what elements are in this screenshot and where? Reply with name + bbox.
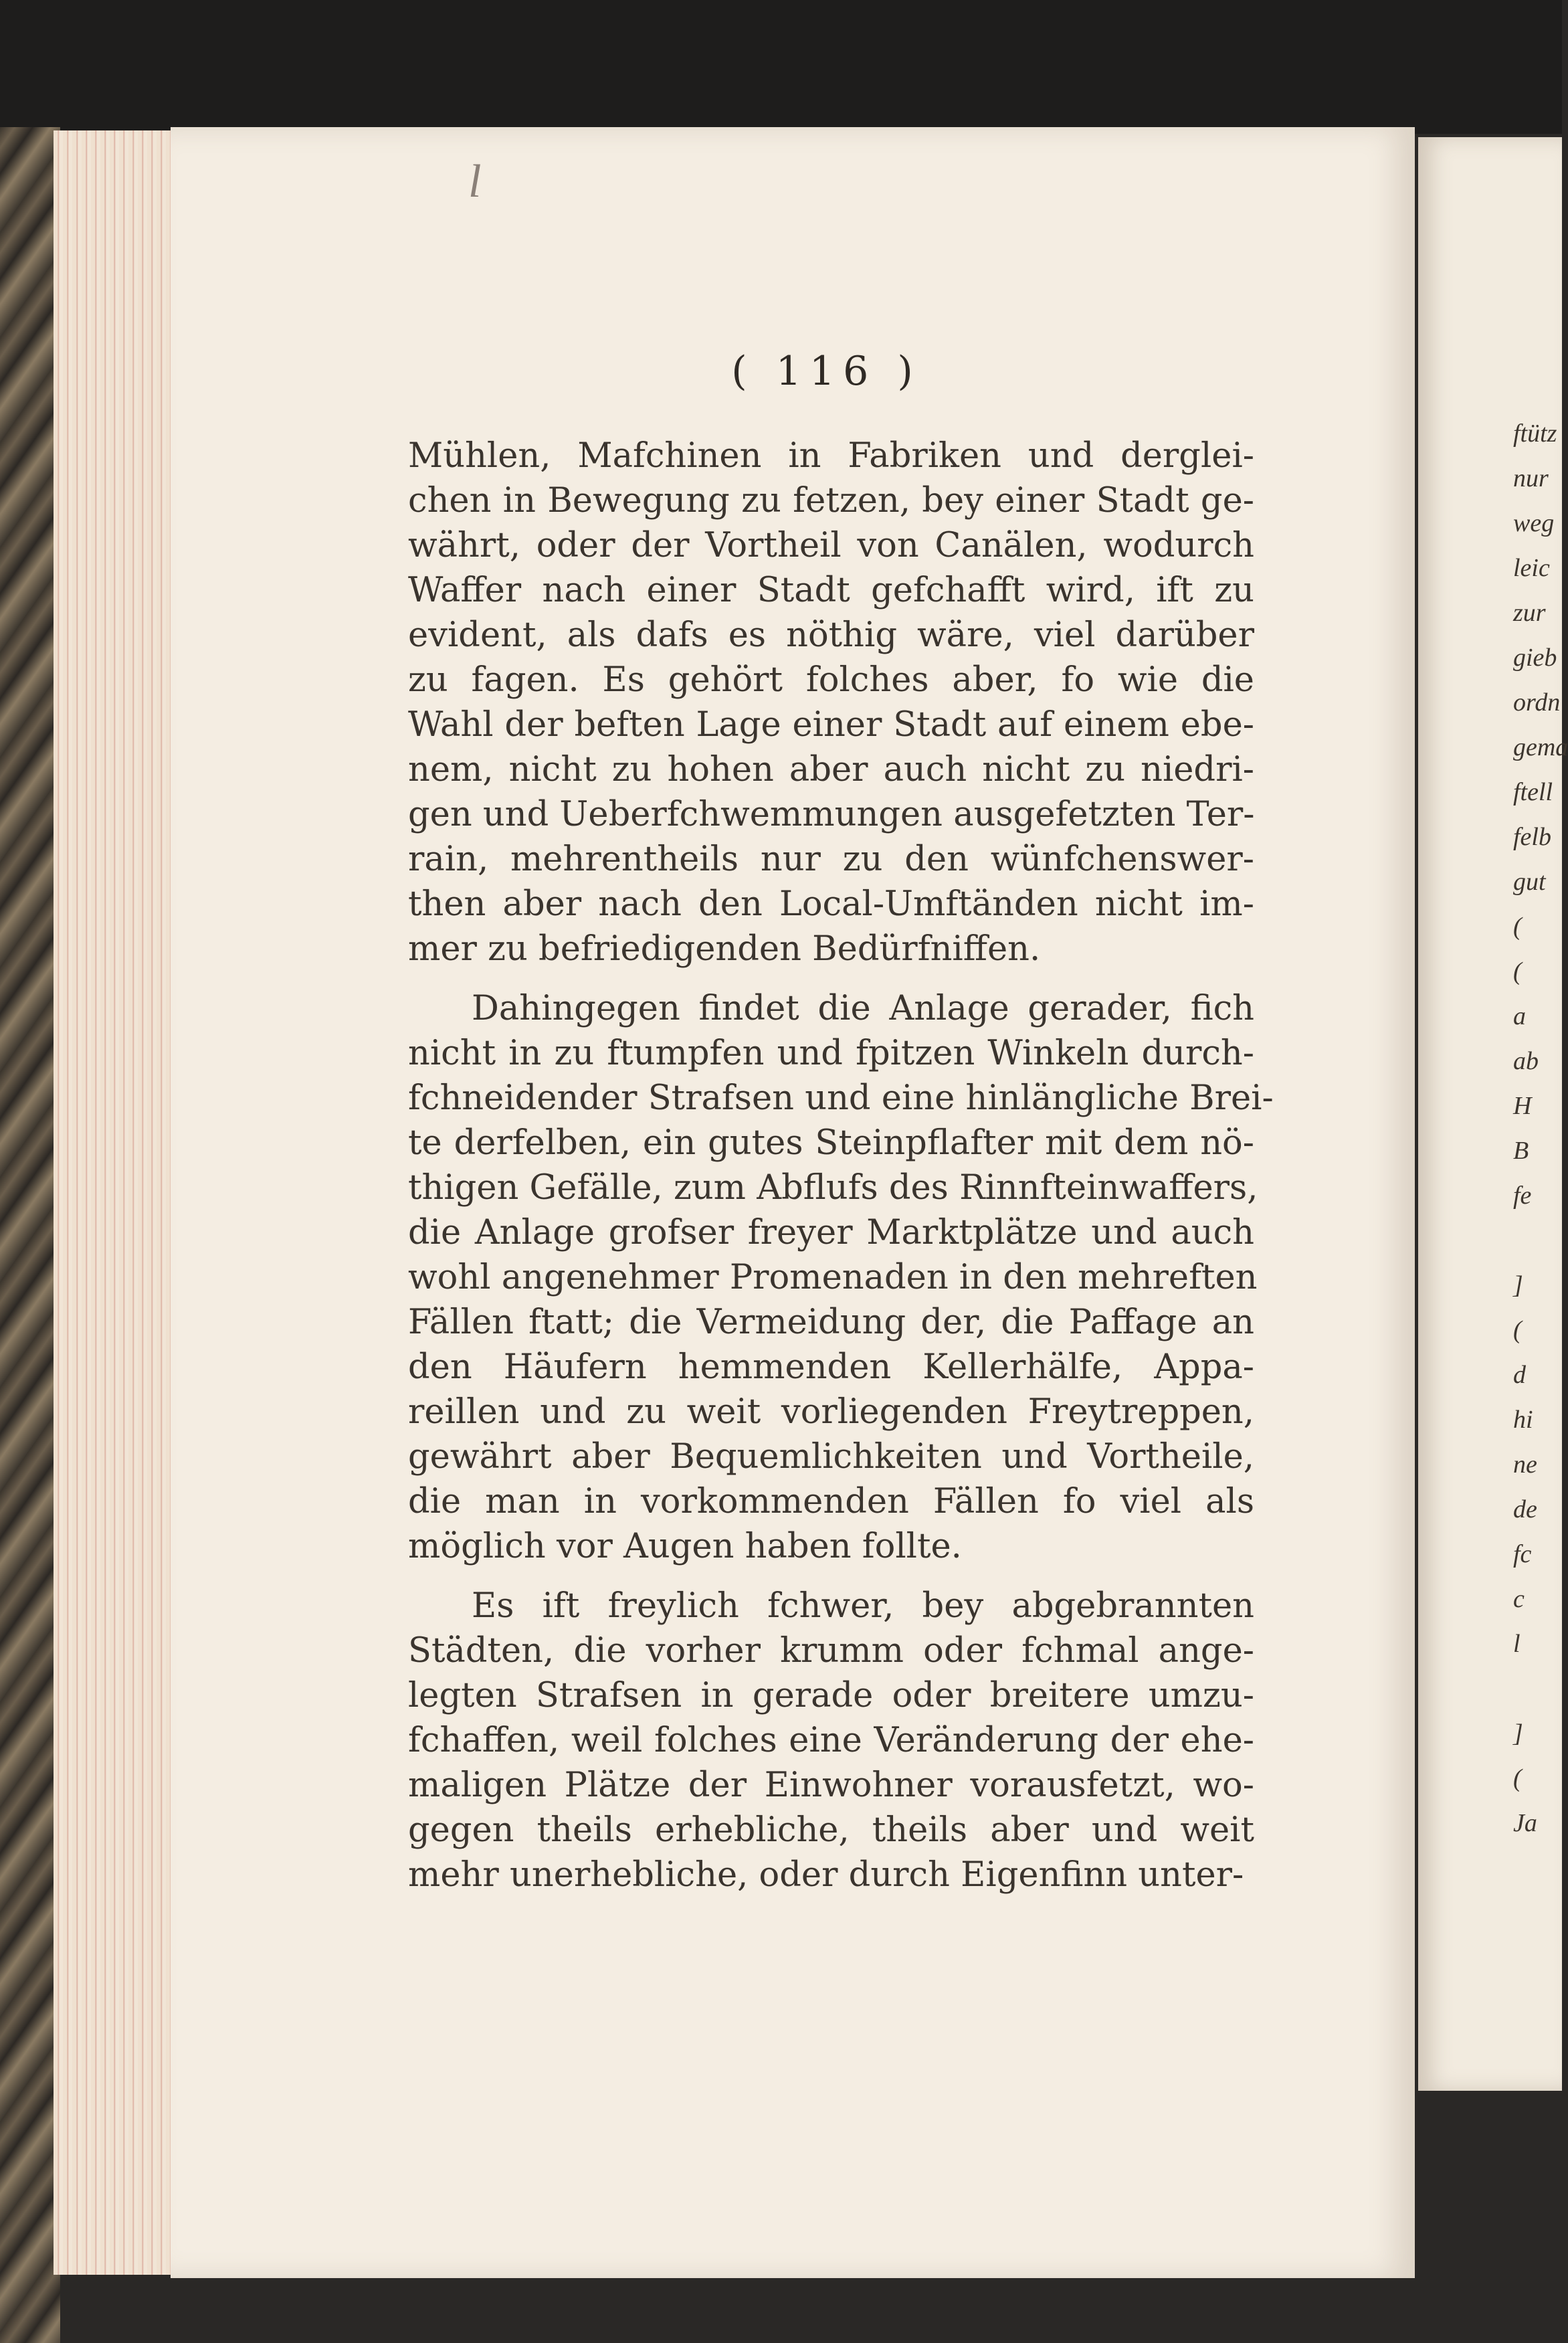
facing-page-fragment: leic (1513, 554, 1550, 582)
text-line: die man in vorkommenden Fällen fo viel als (408, 1482, 1254, 1521)
facing-page-fragment: ( (1513, 1764, 1522, 1792)
page-edges (54, 130, 181, 2275)
text-line: fchaffen, weil folches eine Veränderung der ehe- (408, 1721, 1254, 1760)
facing-page-fragment: ] (1513, 1271, 1523, 1299)
facing-page-fragment: gema (1513, 733, 1568, 761)
text-line: den Häufern hemmenden Kellerhälfe, Appa- (408, 1347, 1254, 1387)
facing-page-fragment: ordn (1513, 688, 1561, 717)
text-line: die Anlage grofser freyer Marktplätze und auch (408, 1213, 1254, 1252)
facing-page-fragment: ftütz (1513, 419, 1557, 448)
text-line: reillen und zu weit vorliegenden Freytreppen, (408, 1392, 1254, 1432)
text-line: wohl angenehmer Promenaden in den mehreften (408, 1258, 1258, 1297)
facing-page-fragment: Ja (1513, 1809, 1537, 1837)
book-binding (0, 127, 60, 2343)
text-line: Städten, die vorher krumm oder fchmal ange- (408, 1631, 1254, 1671)
facing-page-fragment: felb (1513, 823, 1551, 851)
facing-page-fragment: a (1513, 1002, 1526, 1030)
facing-page-fragment: ab (1513, 1047, 1539, 1075)
facing-page-fragment: weg (1513, 509, 1555, 537)
text-line: nicht in zu ftumpfen und fpitzen Winkeln durch- (408, 1034, 1254, 1073)
facing-page-fragment (1513, 1667, 1567, 1711)
text-line: thigen Gefälle, zum Abflufs des Rinnfteinwaffers, (408, 1168, 1258, 1208)
text-line: evident, als dafs es nöthig wäre, viel darüber (408, 616, 1254, 655)
text-line: rain, mehrentheils nur zu den wünfchenswer- (408, 840, 1254, 879)
facing-page-fragment: l (1513, 1630, 1521, 1658)
facing-page-fragment: ftell (1513, 778, 1553, 806)
facing-page-fragment: hi (1513, 1406, 1533, 1434)
facing-page-fragment: zur (1513, 599, 1546, 627)
facing-page-text (1513, 411, 1567, 1846)
text-line: Fällen ftatt; die Vermeidung der, die Paffage an (408, 1303, 1254, 1342)
paragraph (408, 434, 1254, 971)
text-line: maligen Plätze der Einwohner vorausfetzt, wo- (408, 1766, 1254, 1805)
text-line: möglich vor Augen haben follte. (408, 1527, 962, 1566)
facing-page-fragment: ne (1513, 1450, 1537, 1479)
text-line: nem, nicht zu hohen aber auch nicht zu niedri- (408, 750, 1254, 789)
facing-page-fragment: ( (1513, 957, 1522, 986)
facing-page-fragment: H (1513, 1092, 1532, 1120)
facing-page-fragment: gut (1513, 868, 1546, 896)
facing-page-fragment: fc (1513, 1540, 1532, 1568)
text-line: gewährt aber Bequemlichkeiten und Vortheile, (408, 1437, 1254, 1477)
page-number: ( 116 ) (731, 348, 921, 395)
facing-page-fragment (1513, 1218, 1567, 1263)
facing-page-fragment: ( (1513, 1316, 1522, 1344)
text-line: Wahl der beften Lage einer Stadt auf einem ebe- (408, 705, 1254, 745)
facing-page-fragment: ( (1513, 913, 1522, 941)
facing-page-fragment: c (1513, 1585, 1525, 1613)
text-line: then aber nach den Local-Umftänden nicht im- (408, 884, 1254, 924)
text-line: te derfelben, ein gutes Steinpflafter mit dem nö- (408, 1123, 1254, 1163)
paragraph (408, 986, 1274, 1569)
facing-page-fragment: ] (1513, 1719, 1523, 1748)
facing-page-fragment: de (1513, 1495, 1537, 1523)
text-line: chen in Bewegung zu fetzen, bey einer Stadt ge- (408, 481, 1254, 521)
text-line: währt, oder der Vortheil von Canälen, wodurch (408, 526, 1254, 565)
text-line: Dahingegen findet die Anlage gerader, fich (472, 989, 1254, 1028)
text-line: Waffer nach einer Stadt gefchafft wird, ift zu (408, 571, 1254, 610)
text-line: legten Strafsen in gerade oder breitere umzu- (408, 1676, 1254, 1715)
text-line: zu fagen. Es gehört folches aber, fo wie die (408, 660, 1254, 700)
text-line: gen und Ueberfchwemmungen ausgefetzten Ter- (408, 795, 1255, 834)
pencil-margin-mark: l (468, 156, 482, 207)
text-line: Es ift freylich fchwer, bey abgebrannten (472, 1586, 1254, 1626)
text-line: mer zu befriedigenden Bedürfniffen. (408, 929, 1041, 969)
page-body-text (408, 434, 1274, 1912)
facing-page-fragment: gieb (1513, 644, 1557, 672)
text-line: mehr unerhebliche, oder durch Eigenfinn unter- (408, 1855, 1244, 1895)
text-line: fchneidender Strafsen und eine hinlängliche Brei- (408, 1079, 1274, 1118)
facing-page-fragment: fe (1513, 1182, 1532, 1210)
text-line: gegen theils erhebliche, theils aber und weit (408, 1810, 1254, 1850)
scanner-background (0, 0, 1562, 134)
facing-page-fragment: d (1513, 1361, 1526, 1389)
facing-page-fragment: B (1513, 1137, 1529, 1165)
paragraph (408, 1584, 1254, 1897)
text-line: Mühlen, Mafchinen in Fabriken und derglei- (408, 436, 1254, 476)
facing-page-fragment: nur (1513, 464, 1549, 492)
